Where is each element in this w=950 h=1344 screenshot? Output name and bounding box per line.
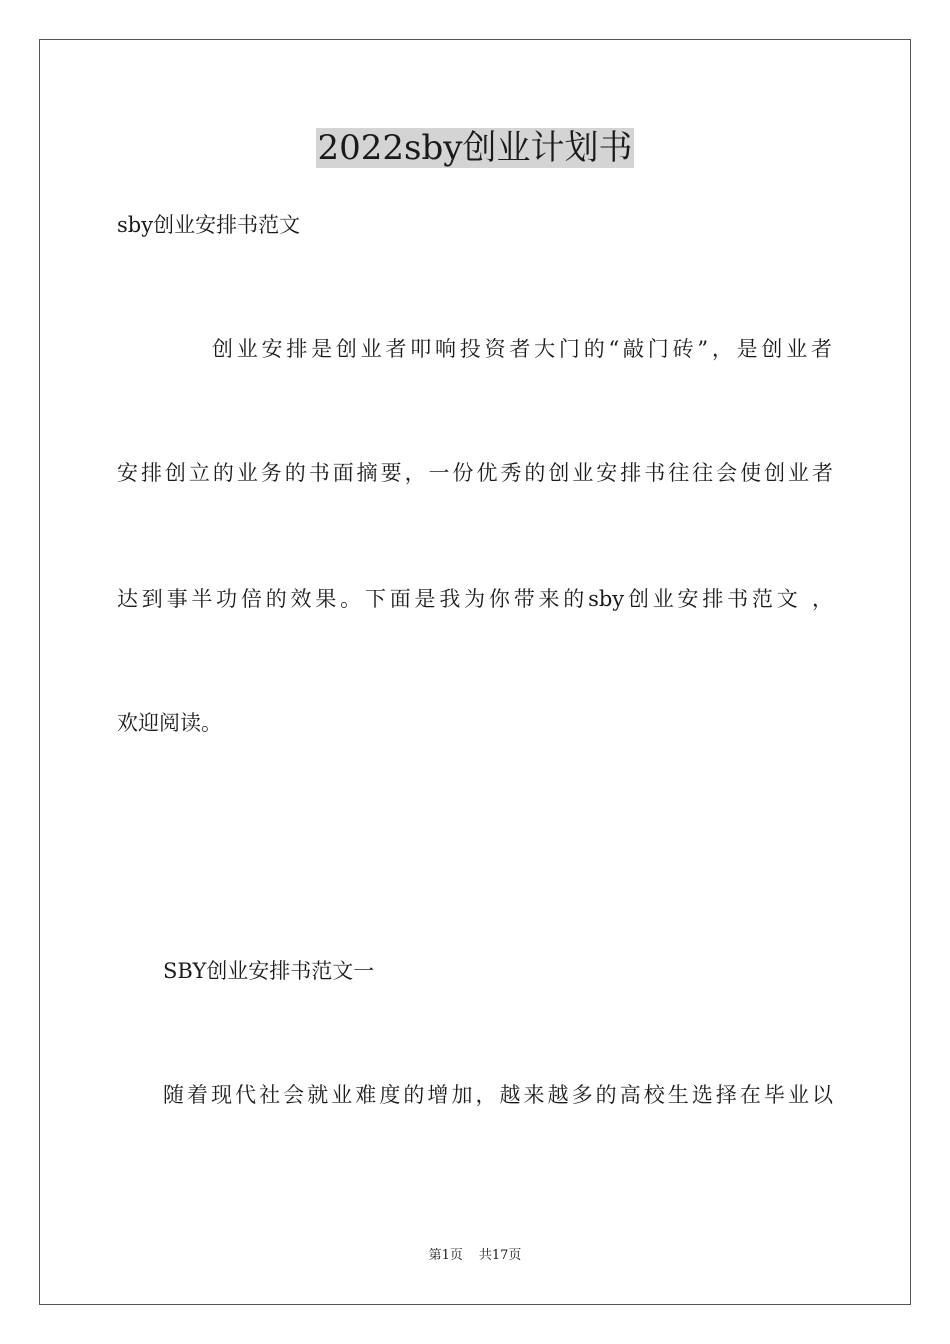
body-line: 随着现代社会就业难度的增加，越来越多的高校生选择在毕业以	[163, 1083, 833, 1107]
intro-line-1: 创业安排是创业者叩响投资者大门的“敲门砖”，是创业者	[212, 337, 832, 361]
intro-line-3: 达到事半功倍的效果。下面是我为你带来的sby创业安排书范文 ，	[117, 587, 833, 611]
page-number: 第1页	[428, 1248, 463, 1263]
section-heading: SBY创业安排书范文一	[163, 959, 375, 983]
intro-line-4: 欢迎阅读。	[117, 711, 222, 735]
page-total: 共17页	[478, 1248, 522, 1263]
intro-line-2: 安排创立的业务的书面摘要，一份优秀的创业安排书往往会使创业者	[117, 461, 833, 485]
document-title	[0, 126, 950, 170]
document-subtitle: sby创业安排书范文	[117, 213, 301, 237]
document-title-text: 2022sby创业计划书	[317, 128, 633, 168]
page-footer	[0, 1246, 950, 1266]
